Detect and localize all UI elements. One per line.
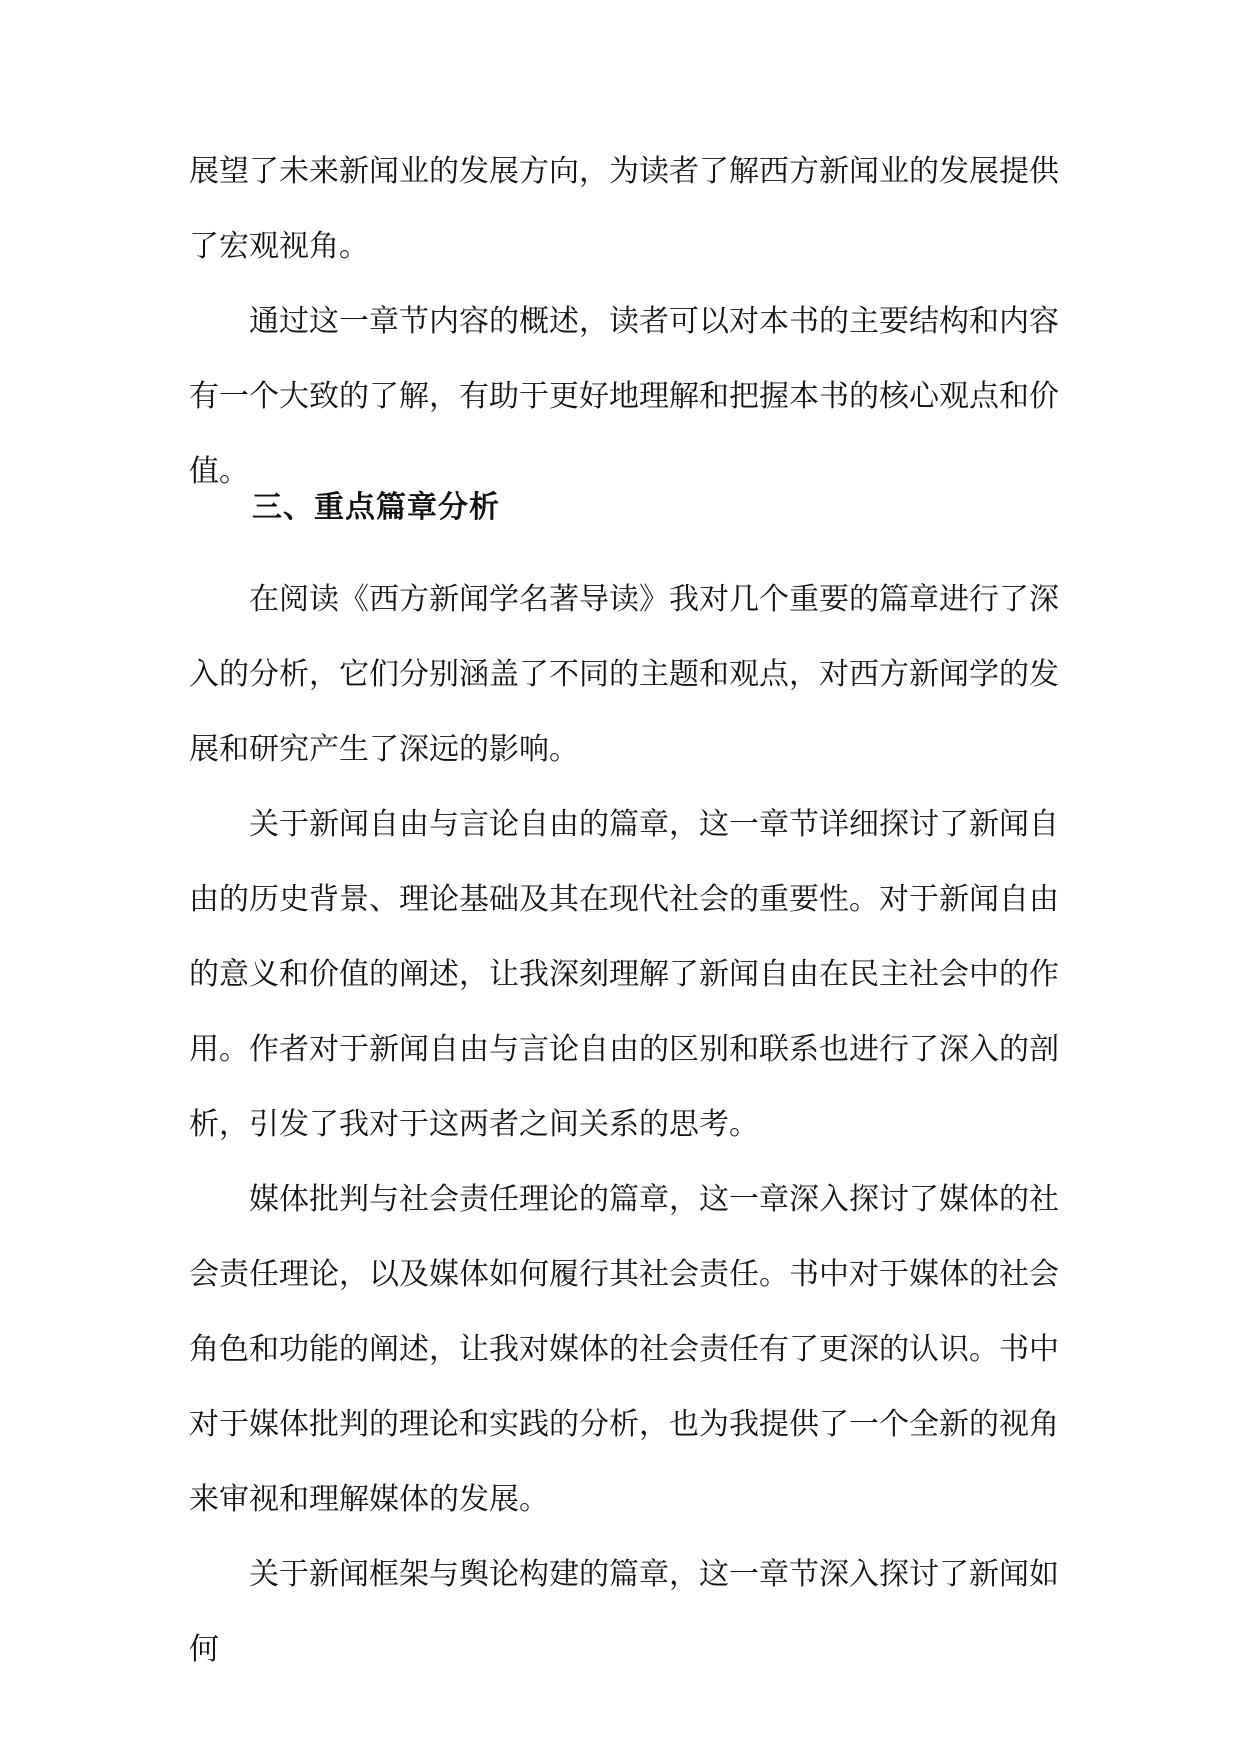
paragraph-continuation: 展望了未来新闻业的发展方向，为读者了解西方新闻业的发展提供了宏观视角。 xyxy=(189,154,1059,264)
paragraph-overview-summary: 通过这一章节内容的概述，读者可以对本书的主要结构和内容有一个大致的了解，有助于更好地理解和把握本书的核心观点和价值。 xyxy=(189,304,1059,489)
section-heading: 三、重点篇章分析 xyxy=(252,490,500,525)
paragraph-press-freedom: 关于新闻自由与言论自由的篇章，这一章节详细探讨了新闻自由的历史背景、理论基础及其在现代社会的重要性。对于新闻自由的意义和价值的阐述，让我深刻理解了新闻自由在民主社会中的作用。作者对于新闻自由与言论自由的区别和联系也进行了深入的剖析，引发了我对于这两者之间关系的思考。 xyxy=(189,807,1059,1142)
paragraph-news-framing: 关于新闻框架与舆论构建的篇章，这一章节深入探讨了新闻如何 xyxy=(189,1557,1059,1667)
paragraph-intro: 在阅读《西方新闻学名著导读》我对几个重要的篇章进行了深入的分析，它们分别涵盖了不同的主题和观点，对西方新闻学的发展和研究产生了深远的影响。 xyxy=(189,582,1059,767)
paragraph-media-responsibility: 媒体批判与社会责任理论的篇章，这一章深入探讨了媒体的社会责任理论，以及媒体如何履行其社会责任。书中对于媒体的社会角色和功能的阐述，让我对媒体的社会责任有了更深的认识。书中对于媒体批判的理论和实践的分析，也为我提供了一个全新的视角来审视和理解媒体的发展。 xyxy=(189,1182,1059,1517)
